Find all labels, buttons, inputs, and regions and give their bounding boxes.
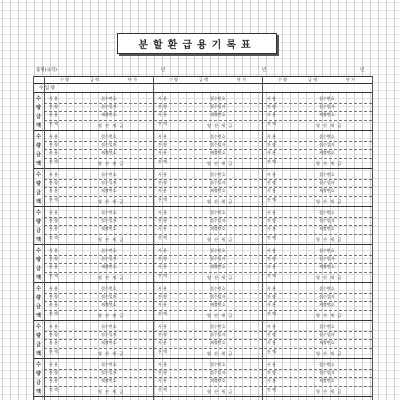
row-label: 사 용 bbox=[267, 134, 276, 139]
receipt-field-label: 제출번호 bbox=[210, 226, 226, 231]
side-label-char: 수 bbox=[36, 324, 41, 330]
tax-total-label: 영 산 세 금 bbox=[207, 199, 234, 204]
receipt-field-label: 접수번호 bbox=[101, 172, 117, 177]
row-label: 잔 액 bbox=[49, 197, 58, 202]
side-label-char: 량 bbox=[36, 181, 41, 187]
row-label: 사 용 bbox=[158, 150, 167, 155]
tax-total-label: 영 산 세 금 bbox=[98, 123, 125, 128]
row-label: 사 용 bbox=[267, 172, 276, 177]
side-label-char: 액 bbox=[36, 237, 41, 243]
row-label: 사 용 bbox=[158, 188, 167, 193]
row-label: 사 용 bbox=[267, 226, 276, 231]
side-label-char: 액 bbox=[36, 161, 41, 167]
receipt-field-label: 접수일자 bbox=[319, 104, 335, 109]
row-label: 사 용 bbox=[49, 150, 58, 155]
row-label: 잔 량 bbox=[158, 370, 167, 375]
row-label: 잔 액 bbox=[49, 235, 58, 240]
row-label: 사 용 bbox=[158, 264, 167, 269]
side-label-char: 금 bbox=[36, 228, 41, 234]
item-spec-label: 품명(규격) bbox=[36, 68, 57, 73]
receipt-field-label: 제출번호 bbox=[210, 340, 226, 345]
side-label-char: 액 bbox=[36, 313, 41, 319]
record-block bbox=[33, 284, 372, 321]
record-column bbox=[262, 94, 362, 130]
receipt-field-label: 접수일자 bbox=[101, 294, 117, 299]
tax-total-label: 영 산 세 금 bbox=[316, 237, 343, 242]
quantity-amount-side-label bbox=[33, 132, 44, 168]
year-label: 년 bbox=[161, 68, 166, 73]
receipt-field-label: 제출번호 bbox=[210, 112, 226, 117]
record-column bbox=[44, 132, 144, 168]
receipt-field-label: 접수일자 bbox=[319, 142, 335, 147]
side-label-char: 수 bbox=[36, 286, 41, 292]
receipt-field-label: 접수일자 bbox=[101, 142, 117, 147]
row-label: 사 용 bbox=[158, 172, 167, 177]
row-label: 사 용 bbox=[267, 248, 276, 253]
row-label: 사 용 bbox=[158, 362, 167, 367]
row-label: 잔 액 bbox=[49, 349, 58, 354]
receipt-field-label: 접수번호 bbox=[101, 96, 117, 101]
row-label: 잔 액 bbox=[267, 273, 276, 278]
record-column bbox=[44, 208, 144, 244]
side-label-char: 량 bbox=[36, 143, 41, 149]
tax-total-label: 영 산 세 금 bbox=[98, 351, 125, 356]
side-label-char: 금 bbox=[36, 266, 41, 272]
receipt-field-label: 제출번호 bbox=[319, 340, 335, 345]
row-label: 사 용 bbox=[49, 112, 58, 117]
record-block bbox=[33, 170, 372, 207]
column-amount: 금 액 bbox=[308, 77, 317, 82]
row-label: 잔 액 bbox=[267, 235, 276, 240]
record-column bbox=[153, 360, 253, 396]
tax-total-label: 영 산 세 금 bbox=[98, 199, 125, 204]
record-column bbox=[153, 170, 253, 206]
receipt-field-label: 접수번호 bbox=[101, 286, 117, 291]
side-label-char: 액 bbox=[36, 123, 41, 129]
receipt-field-label: 접수일자 bbox=[210, 180, 226, 185]
row-label: 잔 량 bbox=[267, 256, 276, 261]
row-label: 사 용 bbox=[49, 286, 58, 291]
record-block bbox=[33, 360, 372, 397]
receipt-field-label: 접수번호 bbox=[210, 324, 226, 329]
year-label: 년 bbox=[262, 68, 267, 73]
receipt-field-label: 접수일자 bbox=[210, 218, 226, 223]
receipt-field-label: 제출번호 bbox=[210, 150, 226, 155]
tax-total-label: 영 산 세 금 bbox=[316, 313, 343, 318]
receipt-field-label: 접수번호 bbox=[210, 362, 226, 367]
receipt-field-label: 접수일자 bbox=[210, 104, 226, 109]
quantity-amount-side-label bbox=[33, 284, 44, 320]
receipt-field-label: 제출번호 bbox=[210, 302, 226, 307]
side-label-char: 량 bbox=[36, 295, 41, 301]
receipt-field-label: 제출번호 bbox=[101, 340, 117, 345]
quantity-amount-side-label bbox=[33, 208, 44, 244]
row-label: 사 용 bbox=[49, 324, 58, 329]
row-label: 잔 량 bbox=[49, 370, 58, 375]
receipt-field-label: 접수번호 bbox=[101, 134, 117, 139]
receipt-field-label: 접수번호 bbox=[319, 172, 335, 177]
tax-total-label: 영 산 세 금 bbox=[316, 161, 343, 166]
receipt-field-label: 접수일자 bbox=[319, 294, 335, 299]
row-label: 사 용 bbox=[49, 264, 58, 269]
receipt-field-label: 접수번호 bbox=[319, 286, 335, 291]
tax-total-label: 영 산 세 금 bbox=[316, 123, 343, 128]
side-label-char: 금 bbox=[36, 152, 41, 158]
receipt-field-label: 접수일자 bbox=[210, 370, 226, 375]
row-label: 사 용 bbox=[158, 378, 167, 383]
record-column bbox=[44, 322, 144, 358]
row-label: 사 용 bbox=[158, 112, 167, 117]
record-column bbox=[153, 246, 253, 282]
row-label: 잔 량 bbox=[267, 294, 276, 299]
tax-total-label: 영 산 세 금 bbox=[207, 313, 234, 318]
column-amount: 금 액 bbox=[199, 77, 208, 82]
receipt-field-label: 접수일자 bbox=[319, 332, 335, 337]
tax-total-label: 영 산 세 금 bbox=[316, 275, 343, 280]
row-label: 사 용 bbox=[267, 96, 276, 101]
record-block bbox=[33, 208, 372, 245]
receipt-field-label: 접수일자 bbox=[101, 256, 117, 261]
receipt-field-label: 제출번호 bbox=[319, 378, 335, 383]
column-group bbox=[153, 77, 262, 83]
column-divider bbox=[44, 76, 45, 400]
intake-row bbox=[33, 84, 372, 93]
record-column bbox=[44, 246, 144, 282]
row-label: 잔 액 bbox=[158, 121, 167, 126]
side-label-char: 액 bbox=[36, 351, 41, 357]
row-label: 사 용 bbox=[49, 362, 58, 367]
row-label: 잔 액 bbox=[267, 349, 276, 354]
tax-total-label: 영 산 세 금 bbox=[207, 237, 234, 242]
row-label: 잔 액 bbox=[267, 159, 276, 164]
row-label: 잔 량 bbox=[49, 180, 58, 185]
receipt-field-label: 접수번호 bbox=[319, 134, 335, 139]
row-label: 사 용 bbox=[267, 302, 276, 307]
record-block bbox=[33, 132, 372, 169]
form-title-text: 분할환급용기록표 bbox=[138, 40, 256, 51]
row-label: 잔 량 bbox=[158, 332, 167, 337]
record-block bbox=[33, 246, 372, 283]
side-label-char: 액 bbox=[36, 199, 41, 205]
receipt-field-label: 제출번호 bbox=[210, 264, 226, 269]
quantity-amount-side-label bbox=[33, 322, 44, 358]
side-label-char: 금 bbox=[36, 304, 41, 310]
row-label: 잔 량 bbox=[158, 218, 167, 223]
row-label: 잔 량 bbox=[49, 104, 58, 109]
receipt-field-label: 접수일자 bbox=[319, 180, 335, 185]
side-label-char: 액 bbox=[36, 275, 41, 281]
column-unit-price: 단 가 bbox=[128, 77, 137, 82]
receipt-field-label: 접수일자 bbox=[210, 332, 226, 337]
column-amount: 금 액 bbox=[90, 77, 99, 82]
row-label: 사 용 bbox=[49, 226, 58, 231]
receipt-field-label: 접수번호 bbox=[101, 210, 117, 215]
row-label: 잔 량 bbox=[267, 370, 276, 375]
row-label: 사 용 bbox=[49, 172, 58, 177]
row-label: 사 용 bbox=[49, 96, 58, 101]
receipt-field-label: 제출번호 bbox=[101, 378, 117, 383]
row-label: 잔 량 bbox=[267, 218, 276, 223]
record-column bbox=[262, 284, 362, 320]
row-label: 잔 액 bbox=[158, 387, 167, 392]
row-label: 사 용 bbox=[267, 188, 276, 193]
row-label: 잔 액 bbox=[267, 197, 276, 202]
receipt-field-label: 접수일자 bbox=[101, 104, 117, 109]
column-group bbox=[262, 77, 372, 83]
tax-total-label: 영 산 세 금 bbox=[98, 237, 125, 242]
row-label: 잔 량 bbox=[267, 142, 276, 147]
receipt-field-label: 제출번호 bbox=[101, 112, 117, 117]
quantity-amount-side-label bbox=[33, 94, 44, 130]
row-label: 사 용 bbox=[49, 210, 58, 215]
side-label-char: 수 bbox=[36, 210, 41, 216]
tax-total-label: 영 산 세 금 bbox=[207, 123, 234, 128]
receipt-field-label: 제출번호 bbox=[101, 150, 117, 155]
row-label: 사 용 bbox=[158, 210, 167, 215]
column-divider bbox=[262, 76, 263, 400]
receipt-field-label: 제출번호 bbox=[319, 112, 335, 117]
side-label-char: 금 bbox=[36, 190, 41, 196]
row-label: 잔 량 bbox=[49, 218, 58, 223]
receipt-field-label: 제출번호 bbox=[210, 378, 226, 383]
receipt-field-label: 접수번호 bbox=[319, 210, 335, 215]
receipt-field-label: 제출번호 bbox=[319, 264, 335, 269]
record-column bbox=[262, 246, 362, 282]
side-label-char: 수 bbox=[36, 134, 41, 140]
receipt-field-label: 제출번호 bbox=[319, 150, 335, 155]
column-unit-price: 단 가 bbox=[237, 77, 246, 82]
row-label: 사 용 bbox=[49, 340, 58, 345]
column-divider bbox=[33, 76, 34, 400]
receipt-field-label: 접수번호 bbox=[101, 362, 117, 367]
record-column bbox=[153, 322, 253, 358]
receipt-field-label: 접수일자 bbox=[101, 370, 117, 375]
side-label-char: 량 bbox=[36, 219, 41, 225]
row-label: 사 용 bbox=[158, 324, 167, 329]
record-column bbox=[262, 208, 362, 244]
row-label: 잔 액 bbox=[267, 311, 276, 316]
row-label: 잔 액 bbox=[267, 387, 276, 392]
column-header-row bbox=[33, 76, 372, 84]
side-label-char: 량 bbox=[36, 105, 41, 111]
record-column bbox=[44, 284, 144, 320]
record-column bbox=[44, 94, 144, 130]
side-label-char: 금 bbox=[36, 380, 41, 386]
row-label: 사 용 bbox=[49, 302, 58, 307]
row-label: 잔 량 bbox=[49, 294, 58, 299]
side-label-char: 량 bbox=[36, 333, 41, 339]
column-group bbox=[44, 77, 153, 83]
receipt-field-label: 접수일자 bbox=[101, 180, 117, 185]
column-quantity: 수 량 bbox=[60, 77, 69, 82]
column-divider bbox=[153, 76, 154, 400]
receipt-field-label: 접수번호 bbox=[319, 96, 335, 101]
row-label: 잔 량 bbox=[49, 256, 58, 261]
receipt-field-label: 접수번호 bbox=[319, 248, 335, 253]
row-label: 잔 액 bbox=[49, 387, 58, 392]
record-column bbox=[153, 94, 253, 130]
row-label: 잔 량 bbox=[158, 104, 167, 109]
side-label-char: 수 bbox=[36, 248, 41, 254]
receipt-field-label: 접수번호 bbox=[210, 210, 226, 215]
column-quantity: 수 량 bbox=[278, 77, 287, 82]
row-label: 잔 량 bbox=[267, 104, 276, 109]
row-label: 사 용 bbox=[49, 248, 58, 253]
row-label: 사 용 bbox=[49, 188, 58, 193]
receipt-field-label: 접수일자 bbox=[319, 218, 335, 223]
row-label: 잔 액 bbox=[49, 273, 58, 278]
record-column bbox=[262, 170, 362, 206]
receipt-field-label: 접수번호 bbox=[101, 248, 117, 253]
record-column bbox=[262, 360, 362, 396]
receipt-field-label: 제출번호 bbox=[101, 264, 117, 269]
receipt-field-label: 제출번호 bbox=[319, 226, 335, 231]
record-column bbox=[262, 322, 362, 358]
record-column bbox=[44, 170, 144, 206]
receipt-field-label: 접수번호 bbox=[101, 324, 117, 329]
receipt-field-label: 제출번호 bbox=[101, 302, 117, 307]
tax-total-label: 영 산 세 금 bbox=[207, 389, 234, 394]
row-label: 잔 액 bbox=[158, 273, 167, 278]
row-label: 사 용 bbox=[267, 362, 276, 367]
year-label: 년 bbox=[360, 68, 365, 73]
row-label: 잔 액 bbox=[49, 311, 58, 316]
row-label: 사 용 bbox=[158, 340, 167, 345]
record-column bbox=[153, 208, 253, 244]
tax-total-label: 영 산 세 금 bbox=[98, 313, 125, 318]
row-label: 잔 액 bbox=[158, 349, 167, 354]
row-label: 사 용 bbox=[267, 286, 276, 291]
receipt-field-label: 접수번호 bbox=[210, 96, 226, 101]
row-label: 잔 액 bbox=[158, 197, 167, 202]
receipt-field-label: 접수일자 bbox=[210, 142, 226, 147]
tax-total-label: 영 산 세 금 bbox=[316, 199, 343, 204]
row-label: 사 용 bbox=[267, 378, 276, 383]
intake-row-label: 수 입 량 bbox=[39, 86, 55, 91]
record-column bbox=[44, 360, 144, 396]
tax-total-label: 영 산 세 금 bbox=[98, 389, 125, 394]
row-label: 사 용 bbox=[158, 302, 167, 307]
row-label: 사 용 bbox=[158, 134, 167, 139]
receipt-field-label: 접수번호 bbox=[210, 248, 226, 253]
row-label: 사 용 bbox=[49, 378, 58, 383]
tax-total-label: 영 산 세 금 bbox=[207, 161, 234, 166]
record-block bbox=[33, 322, 372, 359]
receipt-field-label: 접수일자 bbox=[319, 256, 335, 261]
receipt-field-label: 접수번호 bbox=[210, 286, 226, 291]
row-label: 잔 량 bbox=[49, 332, 58, 337]
receipt-field-label: 접수번호 bbox=[319, 324, 335, 329]
row-label: 사 용 bbox=[158, 248, 167, 253]
row-label: 사 용 bbox=[49, 134, 58, 139]
row-label: 사 용 bbox=[267, 264, 276, 269]
side-label-char: 금 bbox=[36, 342, 41, 348]
row-label: 사 용 bbox=[158, 96, 167, 101]
side-label-char: 수 bbox=[36, 362, 41, 368]
receipt-field-label: 제출번호 bbox=[319, 188, 335, 193]
row-label: 잔 액 bbox=[267, 121, 276, 126]
row-label: 사 용 bbox=[267, 324, 276, 329]
record-column bbox=[153, 284, 253, 320]
row-label: 잔 량 bbox=[158, 142, 167, 147]
tax-total-label: 영 산 세 금 bbox=[98, 161, 125, 166]
record-block bbox=[33, 94, 372, 131]
tax-total-label: 영 산 세 금 bbox=[207, 275, 234, 280]
receipt-field-label: 접수일자 bbox=[101, 332, 117, 337]
side-label-char: 수 bbox=[36, 172, 41, 178]
receipt-field-label: 제출번호 bbox=[319, 302, 335, 307]
receipt-field-label: 제출번호 bbox=[101, 188, 117, 193]
row-label: 잔 액 bbox=[158, 159, 167, 164]
receipt-field-label: 접수일자 bbox=[210, 256, 226, 261]
row-label: 잔 량 bbox=[267, 332, 276, 337]
side-label-char: 량 bbox=[36, 371, 41, 377]
row-label: 잔 액 bbox=[158, 235, 167, 240]
receipt-field-label: 접수일자 bbox=[210, 294, 226, 299]
quantity-amount-side-label bbox=[33, 360, 44, 396]
tax-total-label: 영 산 세 금 bbox=[316, 389, 343, 394]
row-label: 잔 액 bbox=[49, 159, 58, 164]
row-label: 잔 액 bbox=[158, 311, 167, 316]
row-label: 잔 량 bbox=[267, 180, 276, 185]
row-label: 사 용 bbox=[158, 226, 167, 231]
quantity-amount-side-label bbox=[33, 170, 44, 206]
tax-total-label: 영 산 세 금 bbox=[98, 275, 125, 280]
receipt-field-label: 접수일자 bbox=[101, 218, 117, 223]
receipt-field-label: 접수번호 bbox=[319, 362, 335, 367]
tax-total-label: 영 산 세 금 bbox=[316, 351, 343, 356]
form-title bbox=[117, 33, 277, 54]
receipt-field-label: 접수번호 bbox=[210, 134, 226, 139]
tax-total-label: 영 산 세 금 bbox=[207, 351, 234, 356]
row-label: 잔 량 bbox=[158, 180, 167, 185]
column-quantity: 수 량 bbox=[169, 77, 178, 82]
side-label-char: 수 bbox=[36, 96, 41, 102]
row-label: 사 용 bbox=[267, 340, 276, 345]
row-label: 사 용 bbox=[267, 112, 276, 117]
row-label: 잔 량 bbox=[158, 294, 167, 299]
record-column bbox=[262, 132, 362, 168]
quantity-amount-side-label bbox=[33, 246, 44, 282]
side-label-char: 액 bbox=[36, 389, 41, 395]
side-label-char: 금 bbox=[36, 114, 41, 120]
column-unit-price: 단 가 bbox=[346, 77, 355, 82]
receipt-field-label: 제출번호 bbox=[101, 226, 117, 231]
row-label: 잔 량 bbox=[158, 256, 167, 261]
row-label: 사 용 bbox=[267, 210, 276, 215]
row-label: 잔 액 bbox=[49, 121, 58, 126]
side-label-char: 량 bbox=[36, 257, 41, 263]
row-label: 사 용 bbox=[267, 150, 276, 155]
row-label: 사 용 bbox=[158, 286, 167, 291]
row-label: 잔 량 bbox=[49, 142, 58, 147]
column-divider bbox=[372, 76, 373, 400]
record-column bbox=[153, 132, 253, 168]
receipt-field-label: 접수일자 bbox=[319, 370, 335, 375]
receipt-field-label: 접수번호 bbox=[210, 172, 226, 177]
receipt-field-label: 제출번호 bbox=[210, 188, 226, 193]
